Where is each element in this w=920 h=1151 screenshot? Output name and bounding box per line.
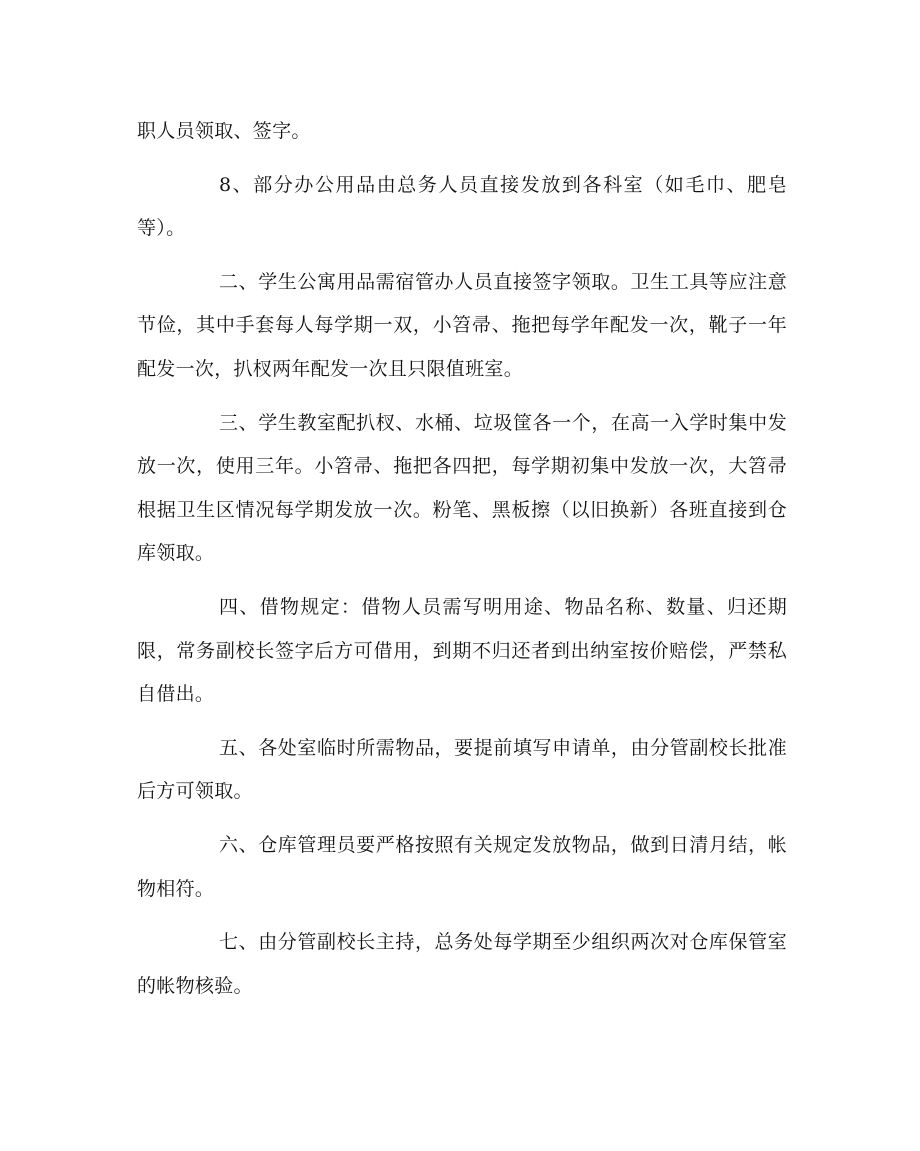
paragraph-continuation: 职人员领取、签字。 [137, 120, 311, 142]
paragraph-section-3: 三、学生教室配扒杈、水桶、垃圾筐各一个，在高一入学时集中发放一次，使用三年。小笤帚、拖把各四把，每学期初集中发放一次，大笤帚根据卫生区情况每学期发放一次。粉笔、黑板擦（以旧换新）各班直接到仓库领取。 [137, 411, 787, 565]
paragraph-item-8: 8、部分办公用品由总务人员直接发放到各科室（如毛巾、肥皂等）。 [137, 173, 787, 240]
paragraph-section-4: 四、借物规定：借物人员需写明用途、物品名称、数量、归还期限，常务副校长签字后方可借用，到期不归还者到出纳室按价赔偿，严禁私自借出。 [137, 595, 787, 706]
paragraph-section-2: 二、学生公寓用品需宿管办人员直接签字领取。卫生工具等应注意节俭，其中手套每人每学期一双，小笤帚、拖把每学年配发一次，靴子一年配发一次，扒杈两年配发一次且只限值班室。 [137, 270, 787, 380]
paragraph-section-6: 六、仓库管理员要严格按照有关规定发放物品，做到日清月结，帐物相符。 [137, 833, 787, 900]
document-body [137, 110, 787, 1018]
paragraph-section-5: 五、各处室临时所需物品，要提前填写申请单，由分管副校长批准后方可领取。 [137, 736, 787, 803]
paragraph-section-7: 七、由分管副校长主持，总务处每学期至少组织两次对仓库保管室的帐物核验。 [137, 931, 787, 997]
